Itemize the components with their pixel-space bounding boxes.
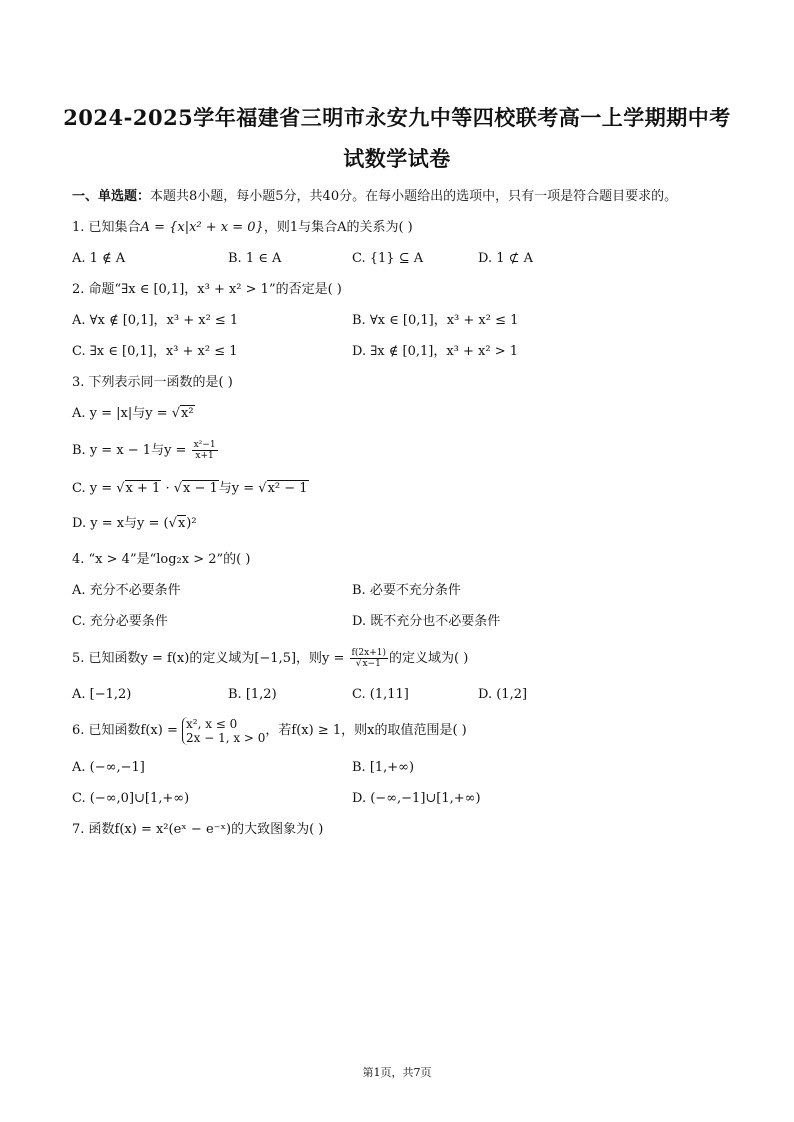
q1-stem-post: ，则1与集合A的关系为( ) (263, 220, 413, 235)
q5-denominator-radical: x−1 (362, 659, 381, 669)
q3-a-text: A. y = |x|与y = (72, 406, 172, 421)
q4-option-c: C. 充分必要条件 (72, 614, 168, 629)
q3-c-text-2: 与y = (218, 481, 259, 496)
q5-denominator: √x−1 (350, 658, 388, 669)
q3-b-denominator: x+1 (192, 450, 218, 461)
q1-option-c: C. {1} ⊆ A (352, 251, 424, 266)
q5-stem-post: 的定义域为( ) (388, 651, 469, 666)
q3-c-dot: · (161, 481, 174, 496)
q5-option-b: B. [1,2) (228, 687, 277, 702)
question-3-stem: 3. 下列表示同一函数的是( ) (72, 375, 233, 390)
q1-option-a: A. 1 ∉ A (72, 251, 126, 266)
q3-option-c: C. y = √x + 1 · √x − 1与y = √x² − 1 (72, 481, 308, 496)
section-heading (72, 188, 677, 206)
q4-option-b: B. 必要不充分条件 (352, 583, 461, 598)
q6-option-b: B. [1,+∞) (352, 760, 415, 775)
page-title-line2: 试数学试卷 (343, 146, 451, 171)
q3-a-radical: x² (181, 406, 194, 421)
q3-b-numerator: x²−1 (193, 440, 216, 450)
question-2-stem: 2. 命题“∃x ∈ [0,1]，x³ + x² > 1”的否定是( ) (72, 282, 342, 297)
q6-stem-pre: 6. 已知函数f(x) = (72, 723, 182, 738)
q6-option-d: D. (−∞,−1]∪[1,+∞) (352, 791, 481, 806)
question-5-stem (72, 648, 468, 670)
q2-option-d: D. ∃x ∉ [0,1]，x³ + x² > 1 (352, 344, 518, 359)
q3-c-radical-2: x − 1 (183, 481, 218, 496)
question-6-stem (72, 716, 467, 746)
q5-option-a: A. [−1,2) (72, 687, 132, 702)
q1-option-b: B. 1 ∈ A (228, 251, 282, 266)
q3-d-text: D. y = x与y = ( (72, 516, 169, 531)
q3-option-d: D. y = x与y = (√x)² (72, 516, 197, 531)
q3-option-b (72, 440, 219, 462)
q3-b-fraction (192, 440, 218, 461)
q4-option-a: A. 充分不必要条件 (72, 583, 181, 598)
section-description: 本题共8小题，每小题5分，共40分。在每小题给出的选项中，只有一项是符合题目要求的。 (150, 189, 678, 204)
page-footer: 第1页，共7页 (362, 1066, 432, 1079)
q5-option-c: C. (1,11] (352, 687, 409, 702)
q3-c-text: C. y = (72, 481, 117, 496)
q2-option-b: B. ∀x ∈ [0,1]，x³ + x² ≤ 1 (352, 313, 519, 328)
q2-option-c: C. ∃x ∈ [0,1]，x³ + x² ≤ 1 (72, 344, 238, 359)
q6-case-1: x², x ≤ 0 (185, 716, 238, 731)
q5-fraction (350, 648, 388, 669)
section-label: 一、单选题： (72, 189, 151, 204)
q6-option-a: A. (−∞,−1] (72, 760, 145, 775)
q5-stem-pre: 5. 已知函数y = f(x)的定义域为[−1,5]，则y = (72, 651, 349, 666)
q3-c-radical-1: x + 1 (125, 481, 161, 496)
q1-stem-pre: 1. 已知集合 (72, 220, 141, 235)
q4-option-d: D. 既不充分也不必要条件 (352, 614, 501, 629)
q3-b-text: B. y = x − 1与y = (72, 443, 191, 458)
q6-piecewise (182, 717, 265, 745)
q1-option-d: D. 1 ⊄ A (478, 251, 534, 266)
q3-c-radical-3: x² − 1 (267, 481, 308, 496)
question-4-stem: 4. “x > 4”是“log₂x > 2”的( ) (72, 552, 251, 567)
q6-case-2: 2x − 1, x > 0 (185, 730, 266, 745)
q5-option-d: D. (1,2] (478, 687, 528, 702)
q6-option-c: C. (−∞,0]∪[1,+∞) (72, 791, 190, 806)
q6-stem-post: ，若f(x) ≥ 1，则x的取值范围是( ) (265, 723, 467, 738)
q3-d-post: )² (186, 516, 197, 531)
q3-d-radical: x (177, 516, 186, 531)
q1-stem-math: A = {x|x² + x = 0} (140, 220, 264, 235)
q5-numerator: f(2x+1) (351, 648, 386, 658)
q2-option-a: A. ∀x ∉ [0,1]，x³ + x² ≤ 1 (72, 313, 239, 328)
page-title-line1: 2024-2025学年福建省三明市永安九中等四校联考高一上学期期中考 (63, 105, 731, 130)
q3-option-a: A. y = |x|与y = √x² (72, 406, 194, 421)
question-7-stem: 7. 函数f(x) = x²(eˣ − e⁻ˣ)的大致图象为( ) (72, 822, 324, 837)
question-1-stem (72, 219, 413, 237)
